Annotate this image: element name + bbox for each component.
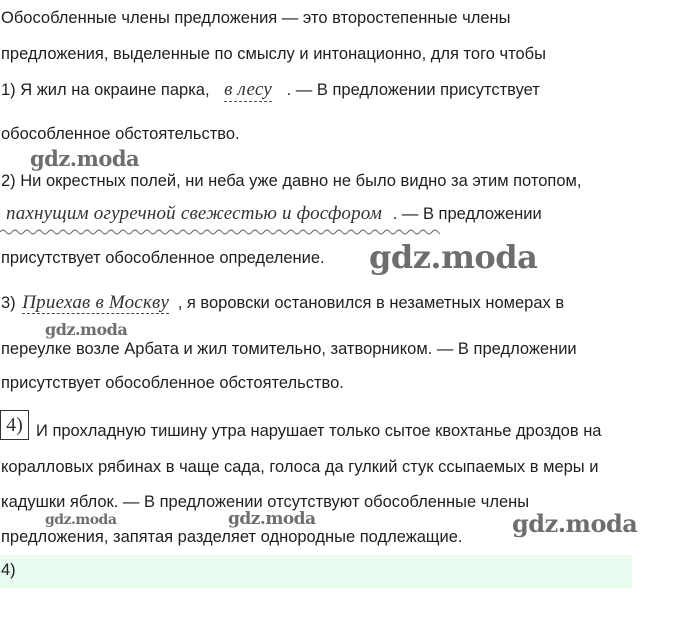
watermark: gdz.moda <box>369 238 538 276</box>
watermark: gdz.moda <box>30 146 140 171</box>
item1-prefix: 1) Я жил на окраине парка, <box>1 81 215 99</box>
item2-handwritten-answer: пахнущим огуречной свежестью и фосфором <box>6 203 383 224</box>
item4-line-4: предложения, запятая разделяет однородные подлежащие. <box>1 528 463 546</box>
item3-handwritten-answer: Приехав в Москву <box>22 292 170 313</box>
item2-line-3: присутствует обособленное определение. <box>1 249 325 267</box>
watermark: gdz.moda <box>512 509 638 538</box>
item4-number-box: 4) <box>0 410 29 440</box>
item3-suffix: , я воровски остановился в незаметных номерах в <box>177 294 565 312</box>
wavy-underline <box>0 228 440 236</box>
item4-line-2: коралловых рябинах в чаще сада, голоса да гулкий стук ссыпаемых в меры и <box>1 458 599 476</box>
item2-line-1: 2) Ни окрестных полей, ни неба уже давно не было видно за этим потопом, <box>1 172 582 190</box>
item3-line-3: присутствует обособленное обстоятельство. <box>1 374 344 392</box>
intro-line-1: Обособленные члены предложения — это второстепенные члены <box>1 9 511 27</box>
item1-line-1 <box>1 79 540 101</box>
item1-line-2: обособленное обстоятельство. <box>1 125 240 143</box>
item4-line-1: И прохладную тишину утра нарушает только сытое квохтанье дроздов на <box>36 422 602 440</box>
item3-line-2: переулке возле Арбата и жил томительно, затворником. — В предложении <box>1 340 577 358</box>
item1-handwritten-answer: в лесу <box>224 79 273 100</box>
watermark: gdz.moda <box>228 509 316 529</box>
item3-prefix: 3) <box>1 294 21 312</box>
item1-suffix: . — В предложении присутствует <box>286 81 540 99</box>
intro-line-2: предложения, выделенные по смыслу и интонационно, для того чтобы <box>1 45 546 63</box>
item4-line-3: кадушки яблок. — В предложении отсутствуют обособленные члены <box>1 493 530 511</box>
item2-suffix: . — В предложении <box>392 205 542 223</box>
item3-line-1 <box>1 292 564 314</box>
answer-row <box>0 555 632 588</box>
answer-text: 4) <box>1 561 16 579</box>
watermark: gdz.moda <box>45 512 117 528</box>
item2-line-2 <box>1 203 542 225</box>
watermark: gdz.moda <box>45 320 128 339</box>
